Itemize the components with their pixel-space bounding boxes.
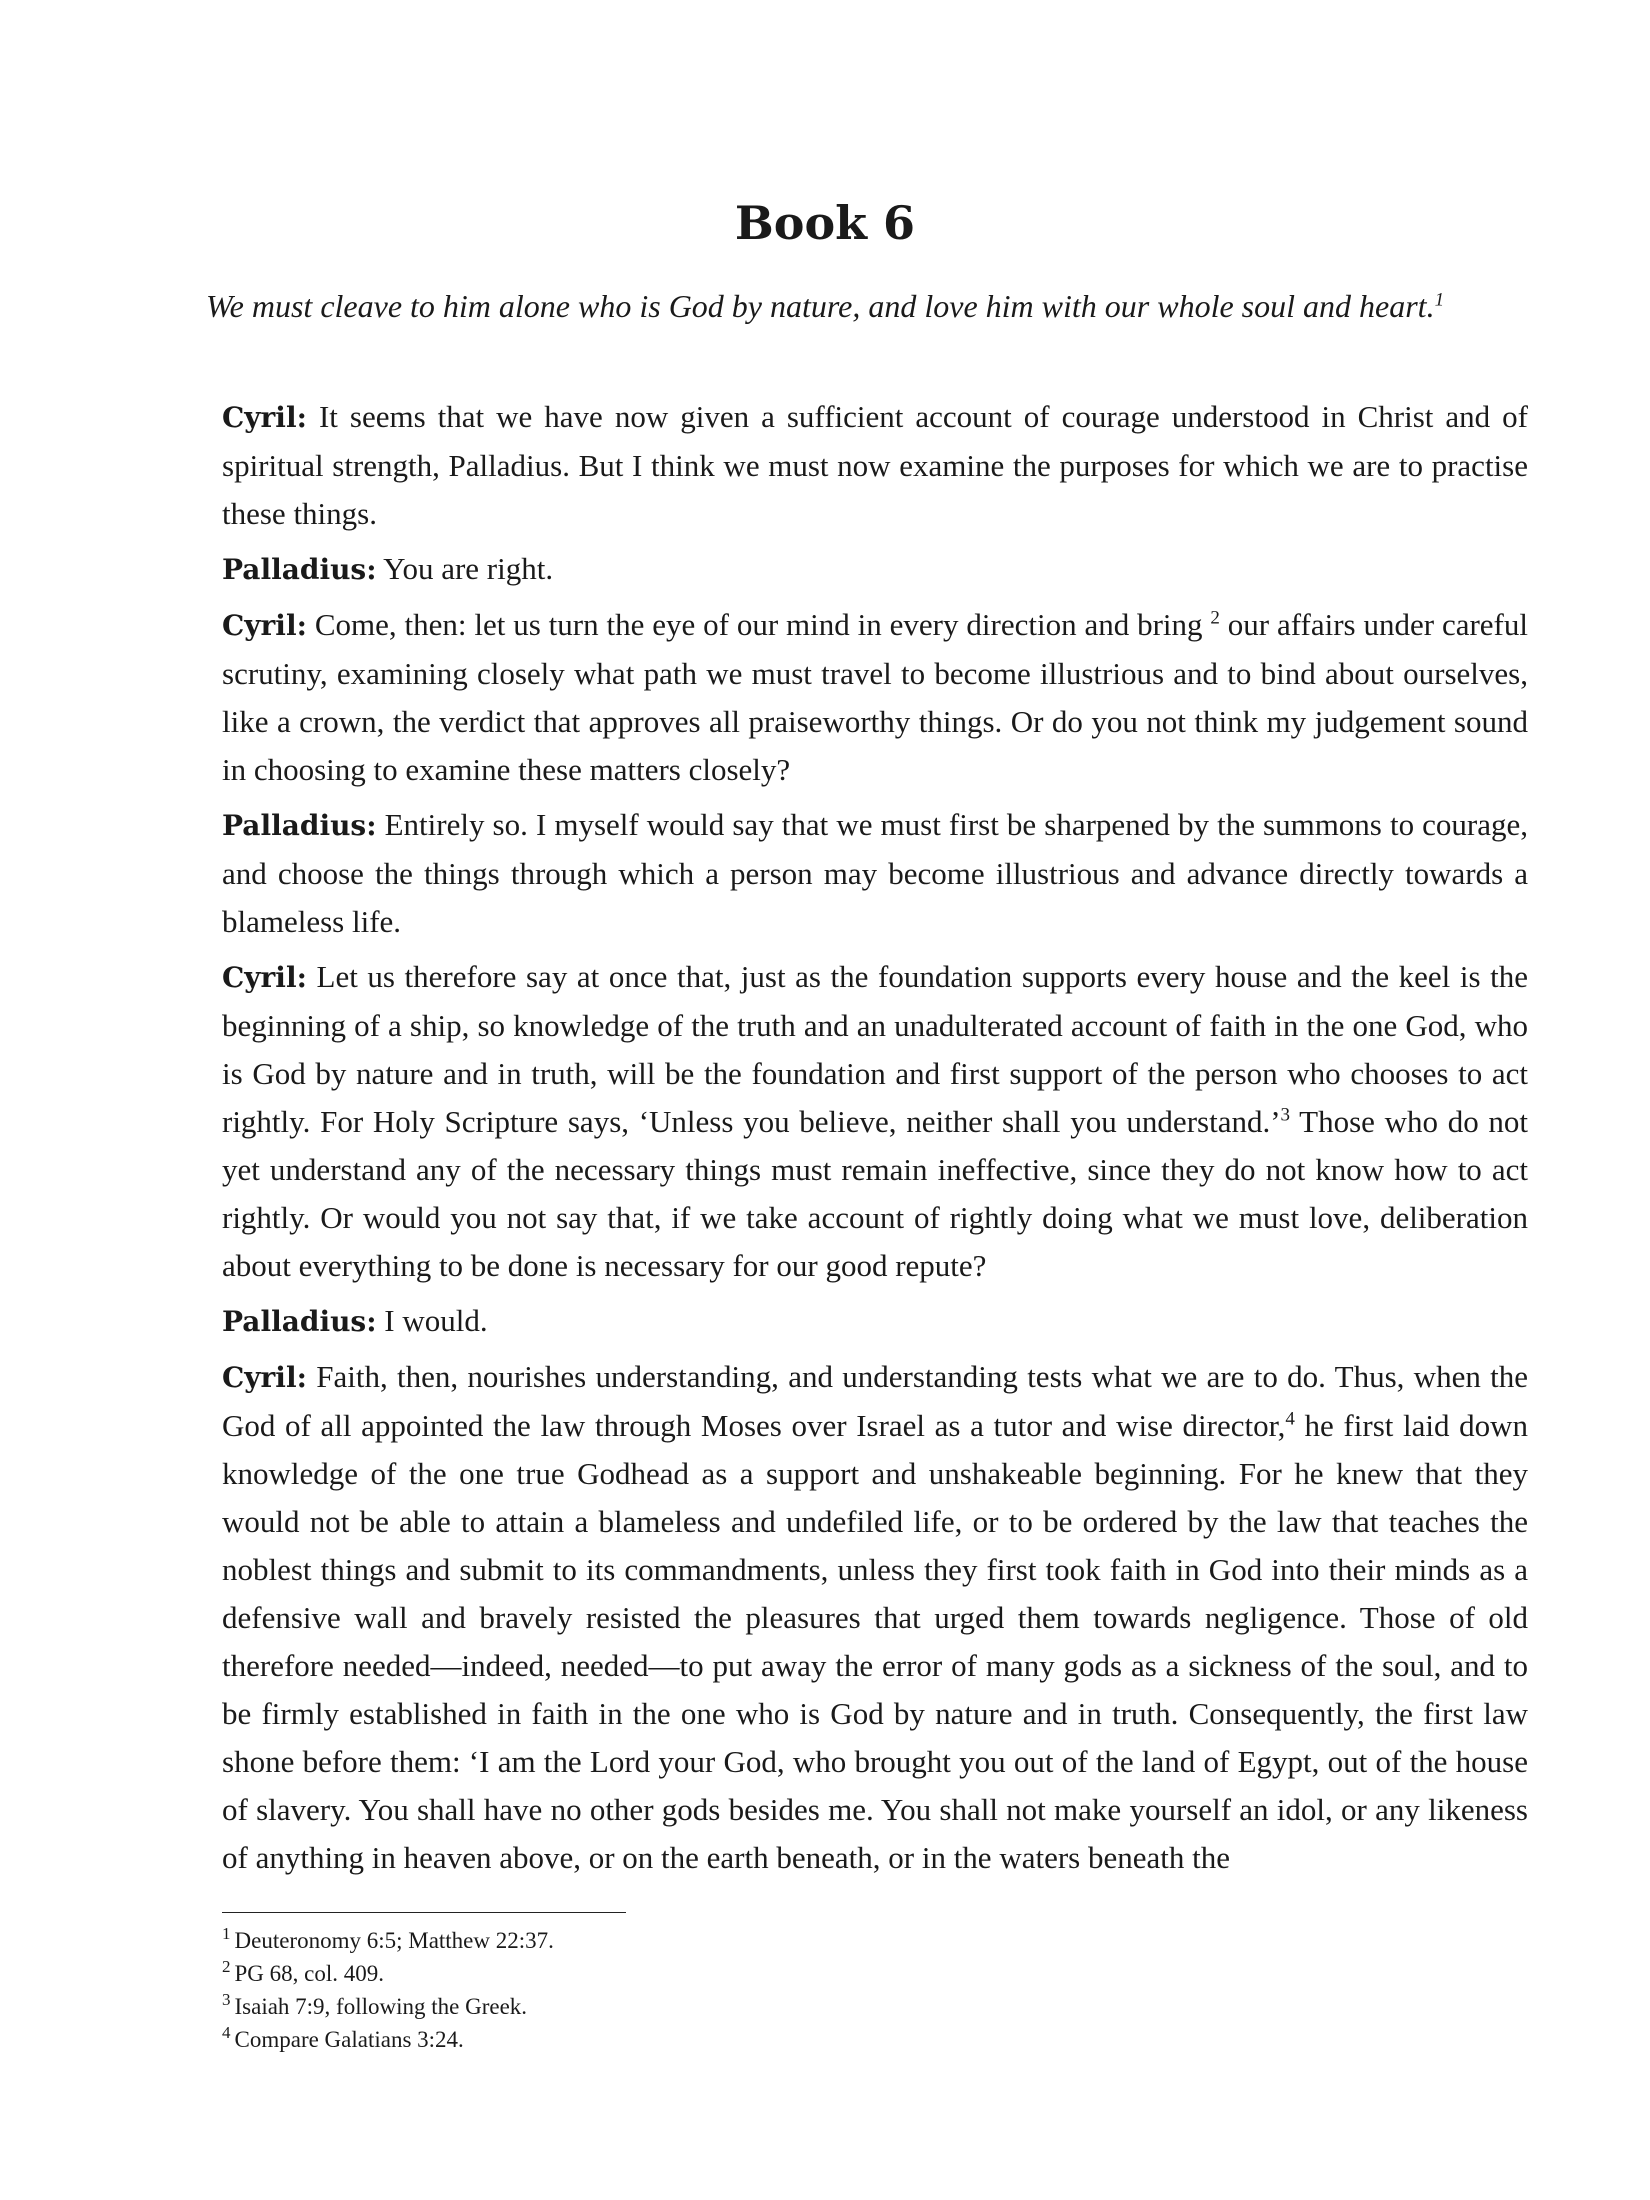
footnote-ref[interactable]: 1 <box>1434 289 1445 311</box>
speaker-label: Cyril: <box>222 961 307 994</box>
dialogue-paragraph <box>222 545 1528 594</box>
footnote-text: PG 68, col. 409. <box>234 1961 384 1986</box>
footnote-ref[interactable]: 3 <box>1280 1104 1291 1126</box>
footnote-text: Compare Galatians 3:24. <box>234 2027 464 2052</box>
dialogue-paragraph <box>222 953 1528 1290</box>
page-title: Book 6 <box>734 196 916 250</box>
paragraph-text: Those who do not yet understand any of the necessary things must remain ineffective, since they do not know how to act rightly. Or would you not say that, if we take account of rightly doing what we must love, deliberation about everything to be done is necessary for our good repute? <box>222 1104 1529 1283</box>
paragraph-text: You are right. <box>383 551 554 586</box>
footnote-number: 1 <box>222 1924 231 1944</box>
footnote-number: 3 <box>222 1990 231 2010</box>
dialogue-paragraph <box>222 801 1528 946</box>
paragraph-text: our affairs under careful scrutiny, examining closely what path we must travel to become illustrious and to bind about ourselves, like a crown, the verdict that approves all praiseworthy things. Or do you not think my judgement sound in choosing to examine these matters closely? <box>222 607 1528 787</box>
speaker-label: Palladius: <box>222 1305 377 1338</box>
paragraph-text: Let us therefore say at once that, just as the foundation supports every house and the keel is the beginning of a ship, so knowledge of the truth and an unadulterated account of faith in the one God, who is God by nature and in truth, will be the foundation and first support of the person who chooses to act rightly. For Holy Scripture says, ‘Unless you believe, neither shall you understand.’ <box>222 959 1529 1139</box>
dialogue-paragraph <box>222 1353 1528 1882</box>
speaker-label: Palladius: <box>222 553 377 586</box>
footnote-text: Isaiah 7:9, following the Greek. <box>234 1994 528 2019</box>
footnote-text: Deuteronomy 6:5; Matthew 22:37. <box>234 1928 554 1953</box>
paragraph-text: Come, then: let us turn the eye of our mind in every direction and bring <box>314 607 1211 642</box>
footnote-item <box>222 1990 1528 2023</box>
epigraph <box>200 288 1450 325</box>
dialogue-paragraph <box>222 393 1528 538</box>
footnote-ref[interactable]: 2 <box>1210 607 1220 629</box>
dialogue-paragraph <box>222 1297 1528 1346</box>
paragraph-text: It seems that we have now given a sufficient account of courage understood in Christ and of spiritual strength, Palladius. But I think we must now examine the purposes for which we are to practise these things. <box>222 399 1528 531</box>
footnote-number: 2 <box>222 1957 231 1977</box>
footnote-item <box>222 2023 1528 2056</box>
dialogue-body <box>222 393 1528 1889</box>
epigraph-text: We must cleave to him alone who is God by nature, and love him with our whole soul and heart. <box>205 288 1435 324</box>
speaker-label: Cyril: <box>222 401 307 434</box>
footnote-divider <box>222 1912 626 1913</box>
footnote-item <box>222 1924 1528 1957</box>
footnote-item <box>222 1957 1528 1990</box>
paragraph-text: I would. <box>384 1303 488 1338</box>
paragraph-text: Entirely so. I myself would say that we must first be sharpened by the summons to courage, and choose the things through which a person may become illustrious and advance directly towards a blameless life. <box>222 807 1528 939</box>
speaker-label: Cyril: <box>222 609 307 642</box>
speaker-label: Cyril: <box>222 1361 307 1394</box>
footnote-number: 4 <box>222 2023 231 2043</box>
paragraph-text: Faith, then, nourishes understanding, and understanding tests what we are to do. Thus, when the God of all appointed the law through Moses over Israel as a tutor and wise director, <box>222 1359 1528 1443</box>
footnote-ref[interactable]: 4 <box>1285 1408 1295 1430</box>
footnotes <box>222 1924 1528 2056</box>
dialogue-paragraph <box>222 601 1528 794</box>
speaker-label: Palladius: <box>222 809 377 842</box>
paragraph-text: he first laid down knowledge of the one true Godhead as a support and unshakeable beginning. For he knew that they would not be able to attain a blameless and undefiled life, or to be ordered by the law that teaches the noblest things and submit to its commandments, unless they first took faith in God into their minds as a defensive wall and bravely resisted the pleasures that urged them towards negligence. Those of old therefore needed—indeed, needed—to put away the error of many gods as a sickness of the soul, and to be firmly established in faith in the one who is God by nature and in truth. Consequently, the first law shone before them: ‘I am the Lord your God, who brought you out of the land of Egypt, out of the house of slavery. You shall have no other gods besides me. You shall not make yourself an idol, or any likeness of anything in heaven above, or on the earth beneath, or in the waters beneath the <box>222 1408 1528 1875</box>
